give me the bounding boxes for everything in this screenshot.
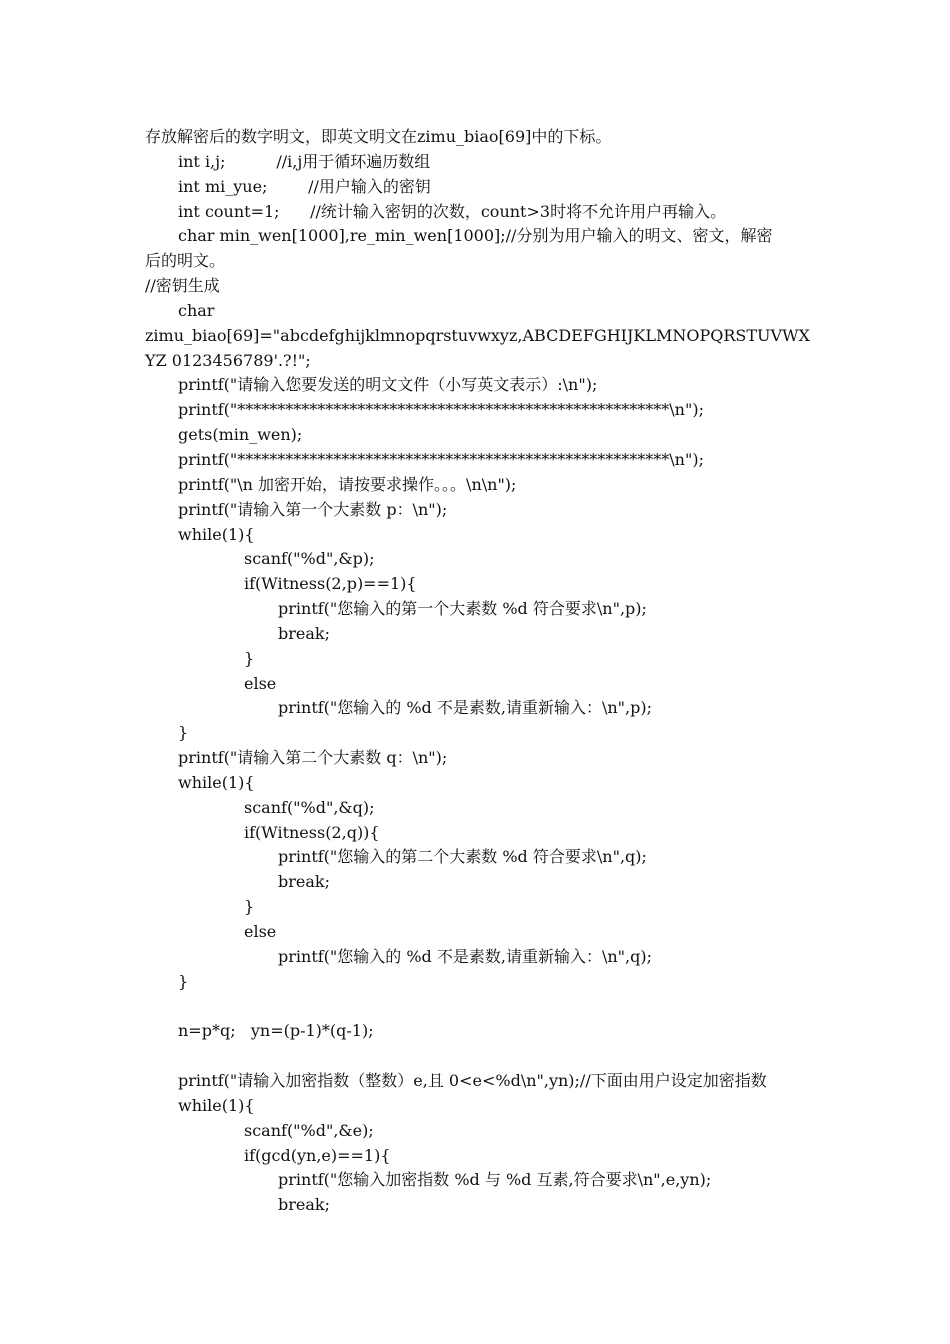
- code-listing: [145, 125, 825, 1218]
- blank-line: [145, 995, 825, 1020]
- code-line: if(gcd(yn,e)==1){: [244, 1145, 391, 1165]
- code-line: while(1){: [178, 1095, 255, 1115]
- code-line: while(1){: [178, 524, 255, 544]
- code-line: int count=1; //统计输入密钥的次数，count>3时将不允许用户再输入。: [178, 201, 727, 221]
- code-line: scanf("%d",&e);: [244, 1120, 374, 1140]
- code-line: if(Witness(2,q)){: [244, 822, 380, 842]
- code-comment: //密钥生成: [145, 276, 220, 296]
- code-line: printf("您输入的 %d 不是素数,请重新输入：\n",q);: [278, 946, 652, 966]
- text-line: 存放解密后的数字明文，即英文明文在zimu_biao[69]中的下标。: [145, 127, 612, 146]
- code-line: printf("请输入第二个大素数 q：\n");: [178, 748, 448, 768]
- code-line: printf("请输入您要发送的明文文件（小写英文表示）:\n");: [178, 375, 598, 395]
- code-line: n=p*q; yn=(p-1)*(q-1);: [178, 1021, 374, 1041]
- code-line: printf("请输入加密指数（整数）e,且 0<e<%d\n",yn);//下面由用户设定加密指数: [178, 1071, 767, 1091]
- code-line: break;: [278, 872, 330, 892]
- code-line: }: [178, 971, 189, 991]
- code-line: break;: [278, 623, 330, 643]
- code-line: printf("******************************************************\n");: [178, 449, 704, 469]
- code-line: printf("\n 加密开始，请按要求操作。。。\n\n");: [178, 474, 517, 494]
- code-line: int i,j; //i,j用于循环遍历数组: [178, 151, 431, 171]
- code-line: int mi_yue; //用户输入的密钥: [178, 176, 431, 196]
- code-line: }: [178, 723, 189, 743]
- code-line: printf("您输入的 %d 不是素数,请重新输入：\n",p);: [278, 698, 652, 718]
- code-line: scanf("%d",&q);: [244, 797, 375, 817]
- blank-line: [145, 1044, 825, 1069]
- code-line: zimu_biao[69]="abcdefghijklmnopqrstuvwxyz,ABCDEFGHIJKLMNOPQRSTUVWX: [145, 325, 810, 345]
- code-line: printf("您输入的第二个大素数 %d 符合要求\n",q);: [278, 847, 647, 867]
- code-line: char: [178, 300, 215, 320]
- code-line: else: [244, 922, 277, 941]
- code-line: YZ 0123456789'.?!";: [145, 350, 311, 370]
- code-line: }: [244, 897, 255, 917]
- code-line: else: [244, 673, 277, 693]
- code-line: printf("您输入的第一个大素数 %d 符合要求\n",p);: [278, 599, 647, 619]
- code-line: scanf("%d",&p);: [244, 549, 375, 569]
- code-line: break;: [278, 1195, 330, 1215]
- code-line: printf("请输入第一个大素数 p：\n");: [178, 499, 448, 519]
- code-line: gets(min_wen);: [178, 425, 303, 445]
- code-line: if(Witness(2,p)==1){: [244, 574, 417, 594]
- code-line: printf("您输入加密指数 %d 与 %d 互素,符合要求\n",e,yn);: [278, 1170, 712, 1190]
- code-line: char min_wen[1000],re_min_wen[1000];//分别为用户输入的明文、密文，解密: [178, 226, 773, 246]
- code-line: }: [244, 648, 255, 668]
- code-line: printf("******************************************************\n");: [178, 400, 704, 420]
- code-line: 后的明文。: [145, 251, 226, 271]
- code-line: while(1){: [178, 772, 255, 792]
